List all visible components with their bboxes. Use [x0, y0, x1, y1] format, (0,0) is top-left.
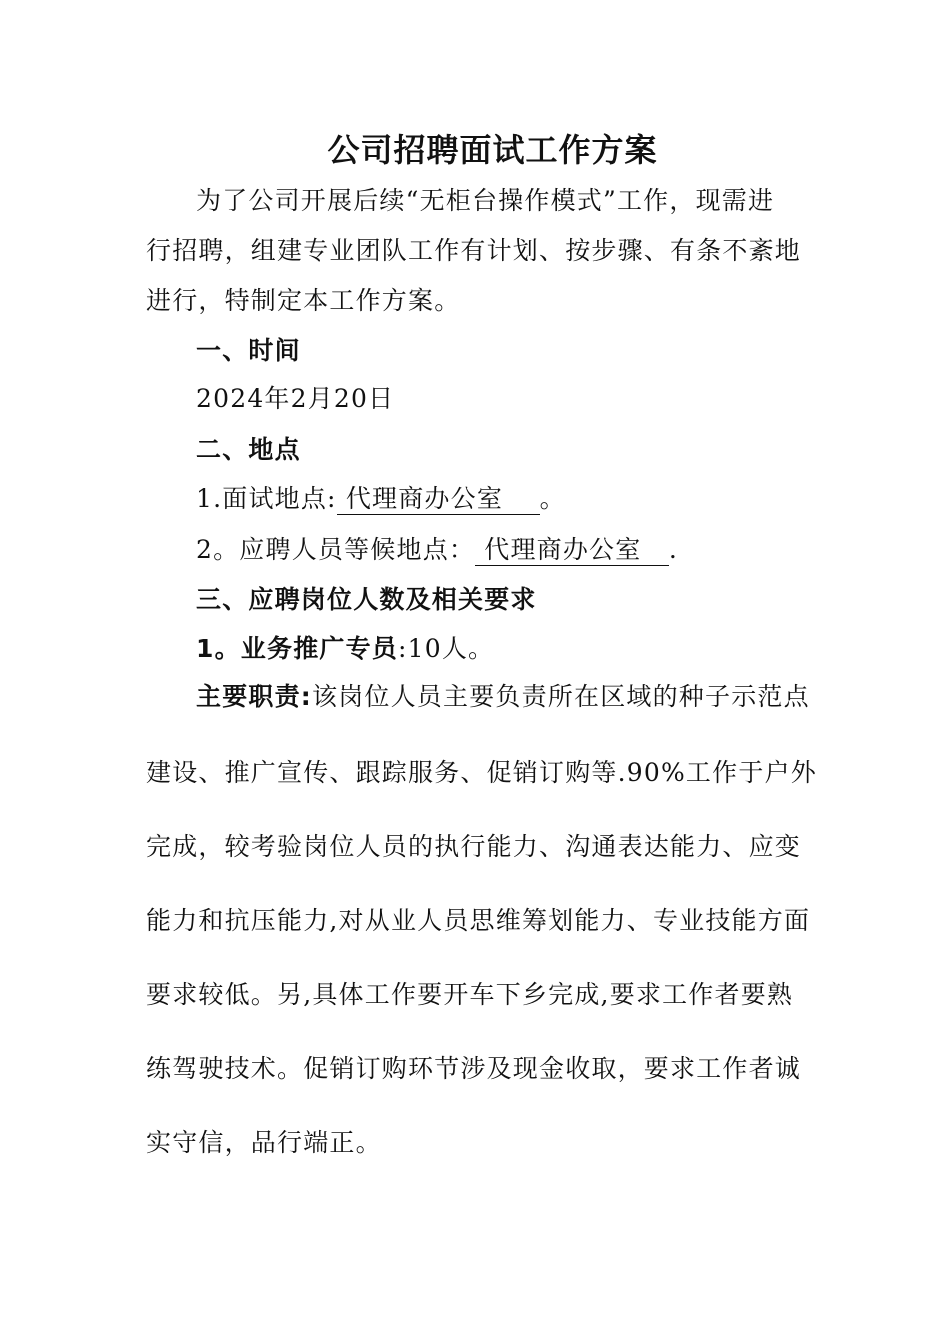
document-title: 公司招聘面试工作方案 [327, 131, 658, 169]
location-item-interview-label: 1.面试地点: [196, 484, 337, 513]
intro-line-3: 进行，特制定本工作方案。 [146, 286, 461, 315]
position-item [196, 632, 494, 666]
duty-text-1: 该岗位人员主要负责所在区域的种子示范点 [312, 682, 810, 711]
duty-line-3: 完成，较考验岗位人员的执行能力、沟通表达能力、应变 [146, 832, 802, 861]
duty-line-4: 能力和抗压能力,对从业人员思维筹划能力、专业技能方面 [146, 906, 811, 935]
duty-line-2: 建设、推广宣传、跟踪服务、促销订购等.90%工作于户外 [146, 758, 817, 787]
location-item-waiting [196, 533, 678, 567]
location-item-interview-value: 代理商办公室 [336, 484, 540, 513]
section-heading-location: 二、地点 [196, 435, 301, 464]
section-heading-time: 一、时间 [196, 336, 301, 365]
location-item-waiting-value: 代理商办公室 [475, 535, 669, 564]
position-title: 1。业务推广专员 [196, 634, 398, 663]
intro-line-2: 行招聘，组建专业团队工作有计划、按步骤、有条不紊地 [146, 236, 802, 265]
location-item-waiting-label: 2。应聘人员等候地点： [196, 535, 476, 564]
duty-line-5: 要求较低。另,具体工作要开车下乡完成,要求工作者要熟 [146, 980, 794, 1009]
duty-label: 主要职责: [196, 682, 312, 711]
duty-line-1 [196, 680, 810, 714]
intro-line-1: 为了公司开展后续“无柜台操作模式”工作，现需进 [196, 186, 775, 215]
location-item-waiting-suffix: . [668, 535, 679, 564]
interview-date: 2024年2月20日 [196, 384, 395, 413]
location-item-interview-suffix: 。 [539, 484, 566, 513]
position-count: :10人。 [398, 634, 495, 663]
location-item-interview [196, 482, 566, 516]
duty-line-6: 练驾驶技术。促销订购环节涉及现金收取，要求工作者诚 [146, 1054, 802, 1083]
duty-line-7: 实守信，品行端正。 [146, 1128, 382, 1157]
section-heading-positions: 三、应聘岗位人数及相关要求 [196, 585, 537, 614]
